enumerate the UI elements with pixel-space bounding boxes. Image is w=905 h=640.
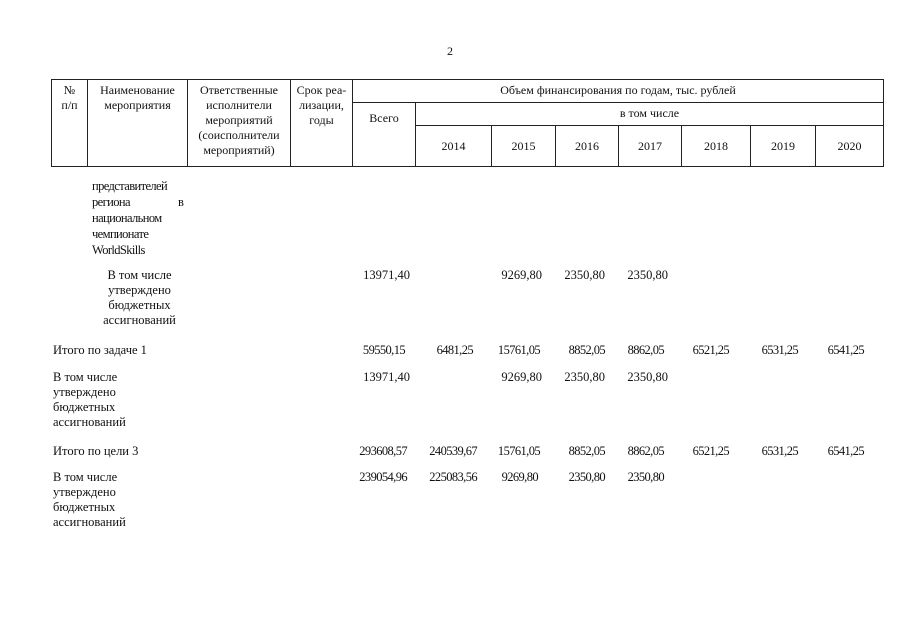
row-label: В том числе утверждено бюджетных ассигнований <box>53 470 126 529</box>
row-label: Итого по задаче 1 <box>53 343 147 357</box>
cell-total: 13971,40 <box>363 370 410 384</box>
col-header-name: Наименование мероприятия <box>88 80 188 167</box>
cell-2017: 2350,80 <box>627 268 668 282</box>
cell-total: 293608,57 <box>359 444 407 458</box>
cell-2017: 8862,05 <box>627 444 664 458</box>
cell-2015: 9269,80 <box>501 470 538 484</box>
row-label: В том числе утверждено бюджетных ассигнований <box>103 268 176 327</box>
cell-2020: 6541,25 <box>827 444 864 458</box>
continuation-line: в <box>178 195 184 209</box>
header-table <box>51 79 884 167</box>
col-header-funding: Объем финансирования по годам, тыс. рублей <box>353 80 884 103</box>
cell-2016: 2350,80 <box>564 370 605 384</box>
year-header: 2018 <box>682 126 751 167</box>
continuation-line: чемпионате <box>92 227 149 241</box>
year-header: 2015 <box>492 126 556 167</box>
continuation-line: представителей <box>92 179 168 193</box>
cell-2014: 6481,25 <box>436 343 473 357</box>
cell-2015: 15761,05 <box>497 444 540 458</box>
cell-2014: 240539,67 <box>429 444 477 458</box>
row-label: В том числе утверждено бюджетных ассигнований <box>53 370 126 429</box>
cell-2018: 6521,25 <box>692 343 729 357</box>
cell-2016: 2350,80 <box>564 268 605 282</box>
continuation-line: региона <box>92 195 130 209</box>
cell-2020: 6541,25 <box>827 343 864 357</box>
year-header: 2014 <box>416 126 492 167</box>
cell-2016: 8852,05 <box>568 444 605 458</box>
cell-total: 239054,96 <box>359 470 407 484</box>
cell-2016: 8852,05 <box>568 343 605 357</box>
year-header: 2017 <box>619 126 682 167</box>
cell-2019: 6531,25 <box>761 343 798 357</box>
continuation-line: национальном <box>92 211 162 225</box>
year-header: 2016 <box>556 126 619 167</box>
col-header-including: в том числе <box>416 103 884 126</box>
cell-2018: 6521,25 <box>692 444 729 458</box>
cell-2017: 8862,05 <box>627 343 664 357</box>
cell-2015: 15761,05 <box>497 343 540 357</box>
row-label: Итого по цели 3 <box>53 444 139 458</box>
col-header-no: № п/п <box>52 80 88 167</box>
cell-2015: 9269,80 <box>501 370 542 384</box>
col-header-total: Всего <box>353 103 416 167</box>
col-header-term: Срок реа-лизации, годы <box>291 80 353 167</box>
page-number: 2 <box>447 44 453 58</box>
col-header-responsible: Ответственные исполнители мероприятий (соисполнители мероприятий) <box>188 80 291 167</box>
continuation-line: WorldSkills <box>92 243 145 257</box>
cell-total: 59550,15 <box>362 343 405 357</box>
year-header: 2020 <box>816 126 884 167</box>
cell-2015: 9269,80 <box>501 268 542 282</box>
cell-2019: 6531,25 <box>761 444 798 458</box>
cell-2017: 2350,80 <box>627 370 668 384</box>
cell-2016: 2350,80 <box>568 470 605 484</box>
cell-total: 13971,40 <box>363 268 410 282</box>
cell-2017: 2350,80 <box>627 470 664 484</box>
year-header: 2019 <box>751 126 816 167</box>
cell-2014: 225083,56 <box>429 470 477 484</box>
